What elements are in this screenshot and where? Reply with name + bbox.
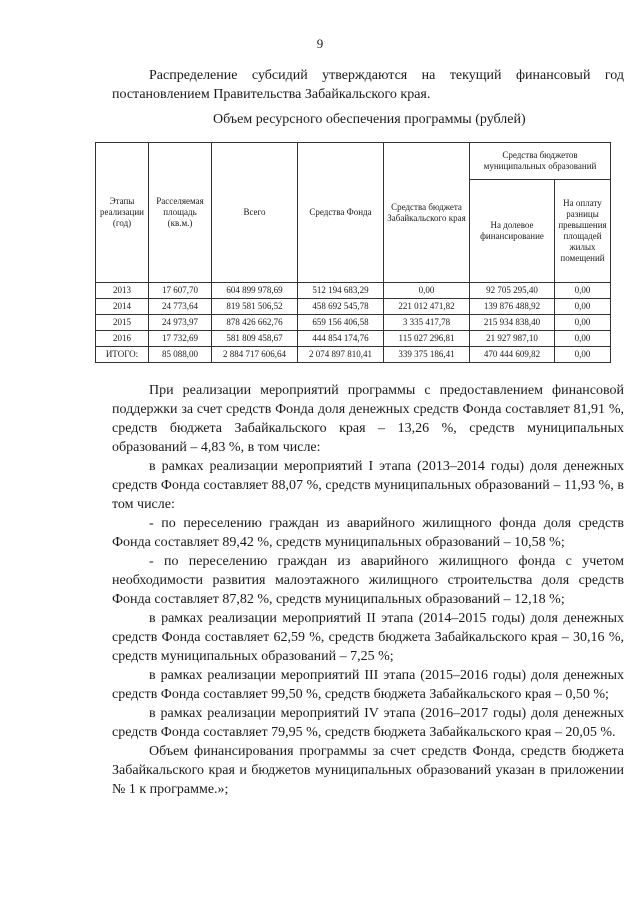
header-fund: Средства Фонда <box>298 143 384 283</box>
body-paragraph: Объем финансирования программы за счет средств Фонда, средств бюджета Забайкальского края и бюджетов муниципальных образований указан в приложении № 1 к программе.»; <box>112 744 624 797</box>
page-number: 9 <box>316 36 324 51</box>
table-cell: 17 732,69 <box>149 331 212 347</box>
body-paragraph: - по переселению граждан из аварийного жилищного фонда доля средств Фонда составляет 89,42 %, средств муниципальных образований – 10,58 %; <box>112 516 624 550</box>
table-cell: 3 335 417,78 <box>384 315 470 331</box>
table-row <box>96 315 611 331</box>
table-cell: 458 692 545,78 <box>298 299 384 315</box>
table-cell: 2013 <box>96 283 149 299</box>
table-cell: 139 876 488,92 <box>470 299 555 315</box>
table-cell: 2016 <box>96 331 149 347</box>
header-equity: На долевое финансирование <box>470 180 555 283</box>
table-cell: 444 854 174,76 <box>298 331 384 347</box>
table-cell: 221 012 471,82 <box>384 299 470 315</box>
body-paragraph: в рамках реализации мероприятий I этапа (2013–2014 годы) доля денежных средств Фонда составляет 88,07 %, средств муниципальных образований – 11,93 %, в том числе: <box>112 459 624 512</box>
table-cell: 0,00 <box>555 315 611 331</box>
table-cell: 85 088,00 <box>149 347 212 363</box>
resource-table <box>95 142 611 363</box>
header-regional: Средства бюджета Забайкальского края <box>384 143 470 283</box>
table-cell: 0,00 <box>555 283 611 299</box>
table-cell: 878 426 662,76 <box>212 315 298 331</box>
table-cell: 21 927 987,10 <box>470 331 555 347</box>
body-paragraph: в рамках реализации мероприятий III этапа (2015–2016 годы) доля денежных средств Фонда составляет 99,50 %, средств бюджета Забайкальского края – 0,50 %; <box>112 668 624 702</box>
header-stages: Этапы реализации (год) <box>96 143 149 283</box>
table-cell: 0,00 <box>555 347 611 363</box>
header-difference: На оплату разницы превышения площадей жилых помещений <box>555 180 611 283</box>
table-cell: 24 973,97 <box>149 315 212 331</box>
table-cell: 2015 <box>96 315 149 331</box>
table-cell: 0,00 <box>555 299 611 315</box>
body-text <box>112 381 624 799</box>
body-paragraph: При реализации мероприятий программы с предоставлением финансовой поддержки за счет средств Фонда доля денежных средств Фонда составляет 81,91 %, средств бюджета Забайкальского края – 13,26 %, средств муниципальных образований – 4,83 %, в том числе: <box>112 383 624 455</box>
table-cell: 512 194 683,29 <box>298 283 384 299</box>
table-cell: 659 156 406,58 <box>298 315 384 331</box>
body-paragraph: в рамках реализации мероприятий IV этапа (2016–2017 годы) доля денежных средств Фонда составляет 79,95 %, средств бюджета Забайкальского края – 20,05 %. <box>112 706 624 740</box>
table-cell: 604 899 978,69 <box>212 283 298 299</box>
table-cell: 2 074 897 810,41 <box>298 347 384 363</box>
header-municipal: Средства бюджетов муниципальных образований <box>470 143 611 180</box>
table-row <box>96 283 611 299</box>
table-title: Объем ресурсного обеспечения программы (рублей) <box>213 112 526 127</box>
body-paragraph: - по переселению граждан из аварийного жилищного фонда с учетом необходимости развития малоэтажного жилищного строительства доля средств Фонда составляет 87,82 %, средств муниципальных образований – 12,18 %; <box>112 554 624 607</box>
table-row <box>96 331 611 347</box>
table-cell: 92 705 295,40 <box>470 283 555 299</box>
table-cell: 0,00 <box>555 331 611 347</box>
body-paragraph: в рамках реализации мероприятий II этапа (2014–2015 годы) доля денежных средств Фонда составляет 62,59 %, средств бюджета Забайкальского края – 30,16 %, средств муниципальных образований – 7,25 %; <box>112 611 624 664</box>
table-cell: 215 934 838,40 <box>470 315 555 331</box>
table-cell: 0,00 <box>384 283 470 299</box>
table-cell: 581 809 458,67 <box>212 331 298 347</box>
header-total: Всего <box>212 143 298 283</box>
table-cell: 2 884 717 606,64 <box>212 347 298 363</box>
table-cell: 24 773,64 <box>149 299 212 315</box>
table-row <box>96 299 611 315</box>
table-cell: 339 375 186,41 <box>384 347 470 363</box>
header-area: Расселяемая площадь (кв.м.) <box>149 143 212 283</box>
table-cell: 470 444 609,82 <box>470 347 555 363</box>
table-cell: 115 027 296,81 <box>384 331 470 347</box>
intro-paragraph: Распределение субсидий утверждаются на текущий финансовый год постановлением Правительства Забайкальского края. <box>112 68 624 102</box>
table-row <box>96 347 611 363</box>
table-cell: 2014 <box>96 299 149 315</box>
table-cell: 17 607,70 <box>149 283 212 299</box>
table-cell: ИТОГО: <box>96 347 149 363</box>
table-cell: 819 581 506,52 <box>212 299 298 315</box>
